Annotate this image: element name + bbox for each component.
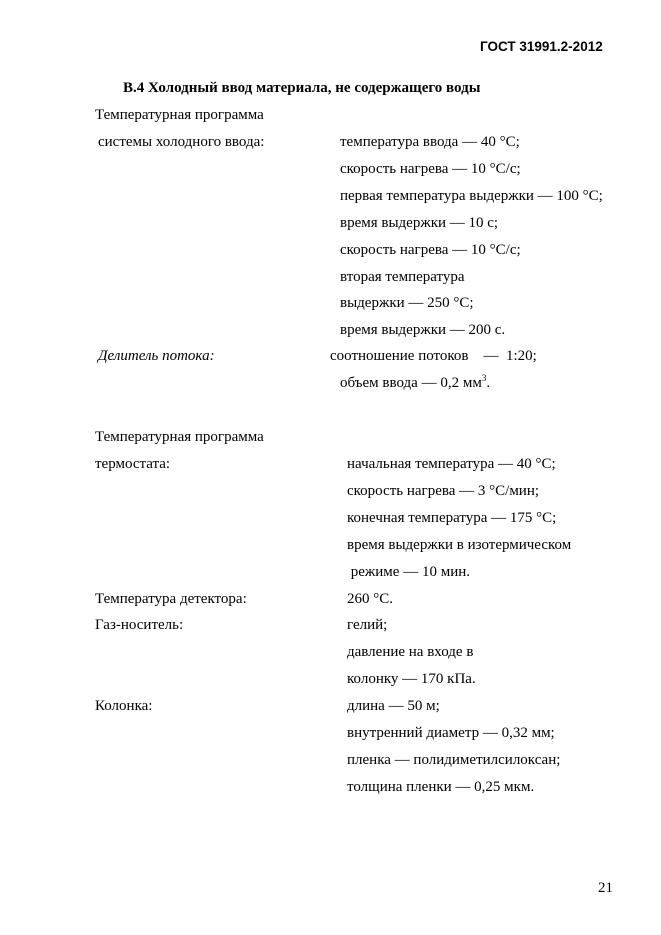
injection-volume (340, 374, 490, 392)
column-value-4: толщина пленки — 0,25 мкм. (347, 779, 535, 795)
thermostat-label-line2: термостата: (95, 456, 171, 472)
cold-injection-value-3: первая температура выдержки — 100 °С; (340, 188, 603, 204)
thermostat-value-4: время выдержки в изотермическом (347, 537, 572, 553)
carrier-gas-label: Газ-носитель: (95, 617, 184, 633)
cold-injection-value-7: выдержки — 250 °С; (340, 295, 474, 311)
cold-injection-label-line1: Температурная программа (95, 107, 264, 123)
splitter-label: Делитель потока: (98, 348, 215, 364)
thermostat-value-2: скорость нагрева — 3 °С/мин; (347, 483, 540, 499)
injection-volume-text: объем ввода — 0,2 мм (340, 375, 482, 391)
detector-value: 260 °С. (347, 591, 394, 607)
document-id: ГОСТ 31991.2-2012 (480, 39, 603, 54)
thermostat-value-1: начальная температура — 40 °С; (347, 456, 556, 472)
detector-label: Температура детектора: (95, 591, 247, 607)
column-value-1: длина — 50 м; (347, 698, 440, 714)
thermostat-label-line1: Температурная программа (95, 429, 264, 445)
splitter-ratio: соотношение потоков — 1:20; (330, 348, 537, 364)
thermostat-value-5: режиме — 10 мин. (347, 564, 470, 580)
column-label: Колонка: (95, 698, 153, 714)
column-value-3: пленка — полидиметилсилоксан; (347, 752, 561, 768)
thermostat-value-3: конечная температура — 175 °С; (347, 510, 557, 526)
section-title: B.4 Холодный ввод материала, не содержащего воды (123, 80, 481, 96)
column-value-2: внутренний диаметр — 0,32 мм; (347, 725, 555, 741)
page-number: 21 (598, 880, 613, 896)
injection-volume-end: . (486, 375, 491, 391)
carrier-gas-value-2: давление на входе в (347, 644, 474, 660)
cold-injection-value-6: вторая температура (340, 269, 465, 285)
cold-injection-value-2: скорость нагрева — 10 °С/с; (340, 161, 521, 177)
carrier-gas-value-3: колонку — 170 кПа. (347, 671, 476, 687)
cold-injection-label-line2: системы холодного ввода: (98, 134, 265, 150)
cold-injection-value-5: скорость нагрева — 10 °С/с; (340, 242, 521, 258)
injection-volume-superscript: 3 (481, 373, 487, 383)
carrier-gas-value-1: гелий; (347, 617, 388, 633)
cold-injection-value-8: время выдержки — 200 с. (340, 322, 506, 338)
cold-injection-value-1: температура ввода — 40 °С; (340, 134, 520, 150)
cold-injection-value-4: время выдержки — 10 с; (340, 215, 499, 231)
